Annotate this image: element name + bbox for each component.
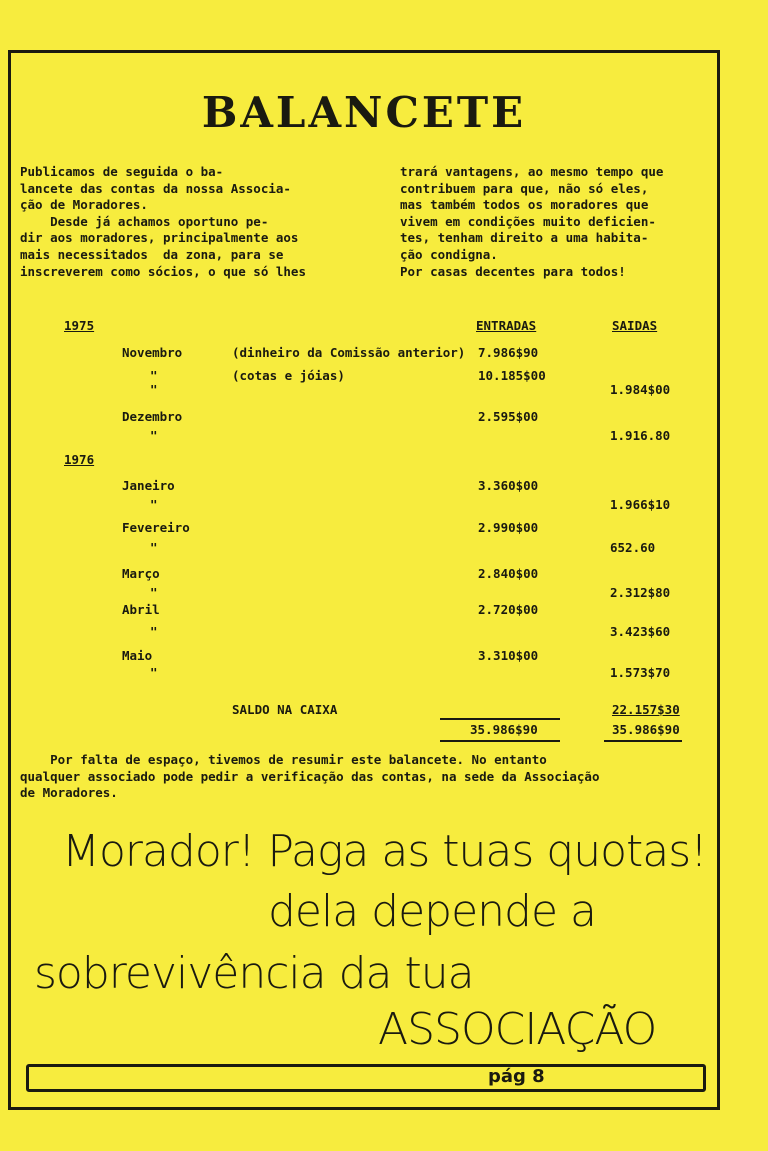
row-description: (dinheiro da Comissão anterior) bbox=[232, 345, 466, 360]
row-entrada: 3.360$00 bbox=[478, 478, 539, 493]
page-number: pág 8 bbox=[488, 1066, 545, 1087]
year-1976: 1976 bbox=[64, 452, 95, 467]
row-saida: 1.573$70 bbox=[610, 665, 671, 680]
row-saida: 652.60 bbox=[610, 540, 656, 555]
page-title: BALANCETE bbox=[201, 88, 527, 137]
row-entrada: 10.185$00 bbox=[478, 368, 546, 383]
row-entrada: 2.595$00 bbox=[478, 409, 539, 424]
row-entrada: 2.990$00 bbox=[478, 520, 539, 535]
row-saida: 1.916.80 bbox=[610, 428, 671, 443]
header-entradas: ENTRADAS bbox=[476, 318, 537, 333]
slogan-line-2: dela depende a bbox=[268, 886, 597, 937]
row-month: " bbox=[150, 665, 158, 680]
row-month: " bbox=[150, 540, 158, 555]
footnote: Por falta de espaço, tivemos de resumir este balancete. No entanto qualquer associado pode pedir a verificação das contas, na sede da Associação de Moradores. bbox=[20, 752, 600, 801]
slogan-line-4: ASSOCIAÇÃO bbox=[378, 1004, 657, 1055]
header-saidas: SAIDAS bbox=[612, 318, 658, 333]
saldo-label: SALDO NA CAIXA bbox=[232, 702, 338, 717]
row-month: Janeiro bbox=[122, 478, 175, 493]
double-rule-entradas bbox=[440, 740, 560, 742]
row-saida: 1.966$10 bbox=[610, 497, 671, 512]
row-entrada: 2.840$00 bbox=[478, 566, 539, 581]
row-month: Abril bbox=[122, 602, 160, 617]
row-month: Fevereiro bbox=[122, 520, 190, 535]
row-month: " bbox=[150, 428, 158, 443]
footer-bar bbox=[26, 1064, 706, 1092]
row-saida: 2.312$80 bbox=[610, 585, 671, 600]
slogan-line-3: sobrevivência da tua bbox=[34, 948, 474, 999]
intro-right-column: trará vantagens, ao mesmo tempo que contribuem para que, não só eles, mas também todos os moradores que vivem em condições muito deficien- tes, tenham direito a uma habita- ção condigna. Por casas decentes para todos! bbox=[400, 164, 664, 279]
row-description: (cotas e jóias) bbox=[232, 368, 345, 383]
row-month: " bbox=[150, 368, 158, 383]
total-saidas: 35.986$90 bbox=[612, 722, 680, 737]
row-entrada: 3.310$00 bbox=[478, 648, 539, 663]
row-saida: 1.984$00 bbox=[610, 382, 671, 397]
row-month: Novembro bbox=[122, 345, 183, 360]
year-1975: 1975 bbox=[64, 318, 95, 333]
row-saida: 3.423$60 bbox=[610, 624, 671, 639]
double-rule-saidas bbox=[604, 740, 682, 742]
row-month: " bbox=[150, 497, 158, 512]
total-rule-entradas bbox=[440, 718, 560, 720]
total-entradas: 35.986$90 bbox=[470, 722, 538, 737]
row-month: " bbox=[150, 585, 158, 600]
row-month: " bbox=[150, 624, 158, 639]
row-month: " bbox=[150, 382, 158, 397]
slogan-line-1: Morador! Paga as tuas quotas! bbox=[62, 826, 707, 877]
intro-left-column: Publicamos de seguida o ba- lancete das contas da nossa Associa- ção de Moradores. Desde já achamos oportuno pe- dir aos moradores, principalmente aos mais necessitados da zona, para se inscreverem como sócios, o que só lhes bbox=[20, 164, 306, 279]
row-entrada: 7.986$90 bbox=[478, 345, 539, 360]
row-month: Março bbox=[122, 566, 160, 581]
row-month: Dezembro bbox=[122, 409, 183, 424]
row-month: Maio bbox=[122, 648, 153, 663]
saldo-value: 22.157$30 bbox=[612, 702, 680, 717]
row-entrada: 2.720$00 bbox=[478, 602, 539, 617]
